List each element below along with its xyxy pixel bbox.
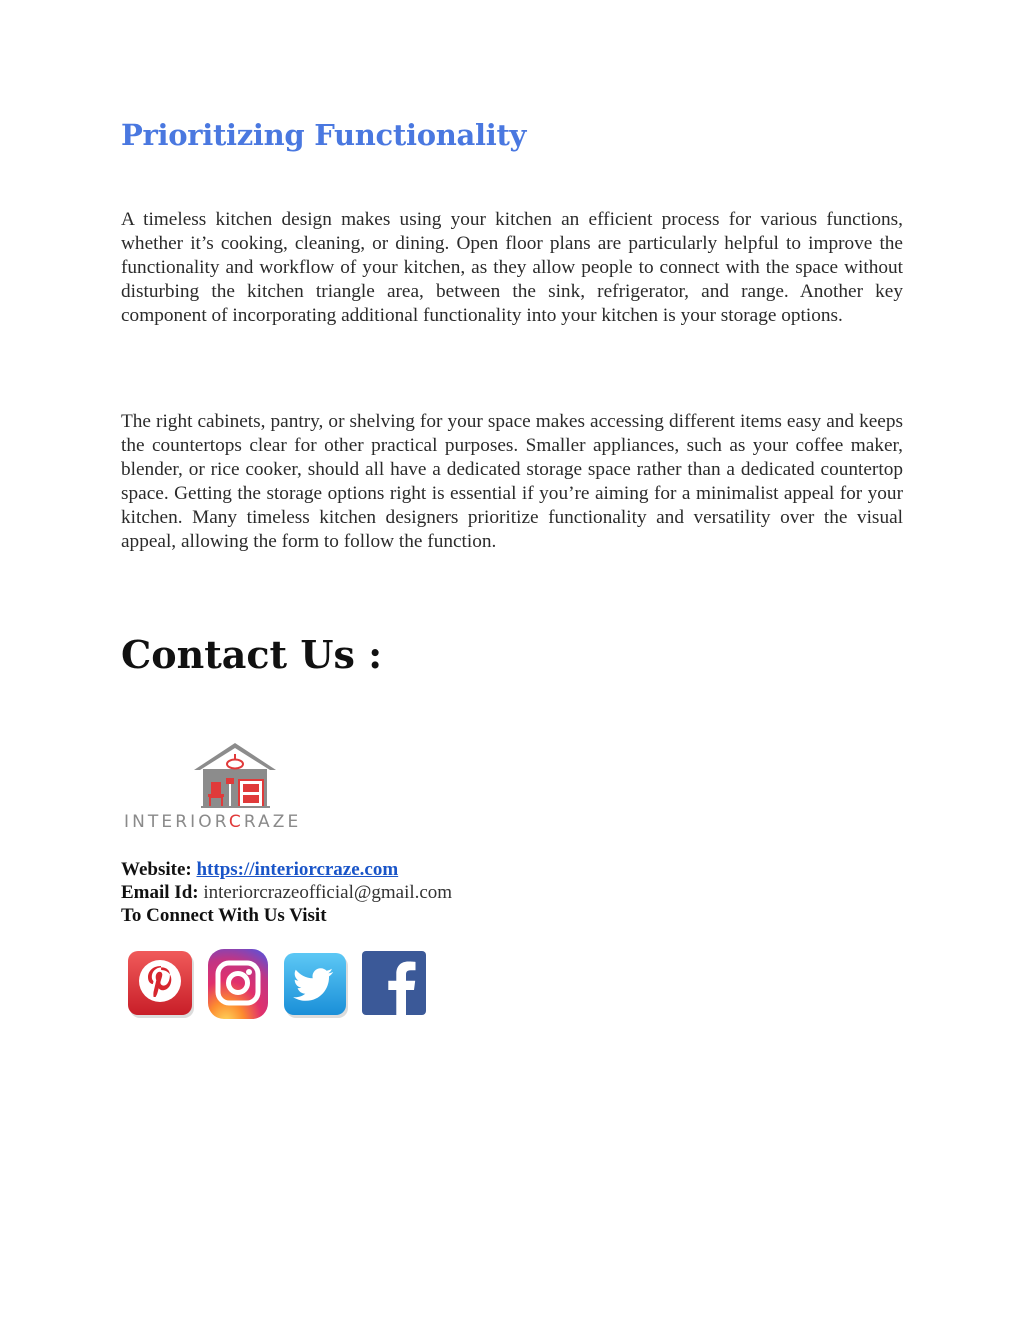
logo-text-c: C [228,812,244,832]
contact-details [121,858,452,927]
instagram-icon[interactable] [207,948,269,1020]
section-heading: Prioritizing Functionality [121,118,527,152]
website-link[interactable]: https://interiorcraze.com [196,859,399,880]
connect-label: To Connect With Us Visit [121,905,327,926]
email-value: interiorcrazeofficial@gmail.com [203,882,453,903]
twitter-icon[interactable] [284,948,348,1020]
contact-title: Contact Us : [121,632,383,677]
paragraph-1: A timeless kitchen design makes using your kitchen an efficient process for various functions, whether it’s cooking, cleaning, or dining. Open floor plans are particularly helpful to improve the functionality and workflow of your kitchen, as they allow people to connect with the space without disturbing the kitchen triangle area, between the sink, refrigerator, and range. Another key component of incorporating additional functionality into your kitchen is your storage options. [121,209,903,326]
paragraph-2: The right cabinets, pantry, or shelving for your space makes accessing different items easy and keeps the countertops clear for other practical purposes. Smaller appliances, such as your coffee maker, blender, or rice cooker, should all have a dedicated storage space rather than a dedicated countertop space. Getting the storage options right is essential if you’re aiming for a minimalist appeal for your kitchen. Many timeless kitchen designers prioritize functionality and versatility over the visual appeal, allowing the form to follow the function. [121,411,903,552]
house-logo-icon [122,740,346,812]
website-line [121,858,452,881]
logo-wordmark [124,812,301,832]
interiorcraze-logo [122,740,346,832]
connect-line [121,904,452,927]
logo-text-raze: RAZE [243,812,302,832]
email-line [121,881,452,904]
email-label: Email Id: [121,882,199,903]
pinterest-icon[interactable] [128,948,196,1020]
logo-text-interior: INTERIOR [124,812,229,832]
facebook-icon[interactable] [362,948,428,1020]
website-label: Website: [121,859,192,880]
